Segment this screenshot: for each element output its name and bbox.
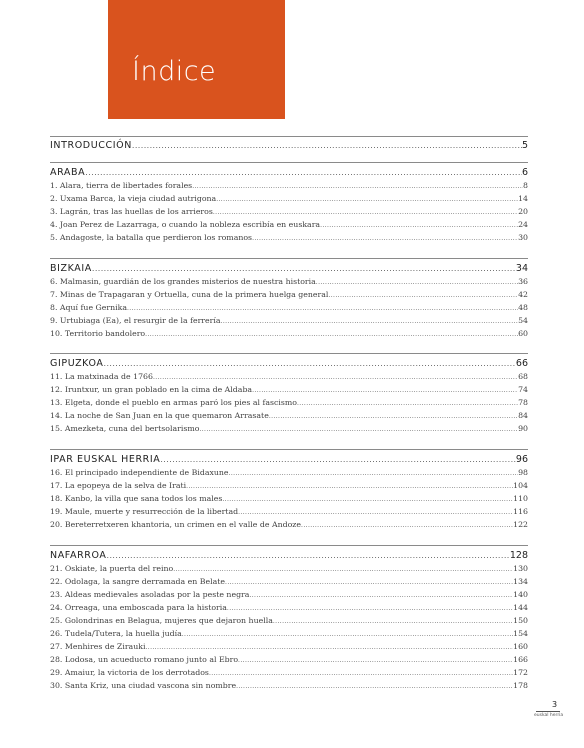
toc-entry-page: 172 [513,668,528,677]
section-divider [50,545,528,546]
toc-entry-page: 130 [513,564,528,573]
toc-entry-page: 140 [513,590,528,599]
leader-dots [153,374,518,381]
toc-heading-section[interactable] [50,167,528,180]
toc-entry-page: 134 [513,577,528,586]
toc-entry-page: 8 [523,181,528,190]
leader-dots [227,605,513,612]
toc-entry-page: 42 [518,290,528,299]
toc-entry-page: 90 [518,424,528,433]
leader-dots [85,168,522,177]
leader-dots [249,592,513,599]
section-divider [50,258,528,259]
toc-entry-label: 10. Territorio bandolero [50,329,146,338]
toc-entry[interactable] [50,303,528,315]
toc-entry-page: 154 [513,629,528,638]
toc-entry-page: 144 [513,603,528,612]
toc-entry[interactable] [50,642,528,654]
toc-entry[interactable] [50,277,528,289]
toc-entry-label: 13. Elgeta, donde el pueblo en armas paró los pies al fascismo [50,398,297,407]
toc-heading-section[interactable] [50,454,528,467]
toc-entry-label: 5. Andagoste, la batalla que perdieron los romanos [50,233,253,242]
leader-dots [213,209,518,216]
leader-dots [186,483,513,490]
toc-entry-label: 24. Orreaga, una emboscada para la historia [50,603,227,612]
toc-heading-intro-label: INTRODUCCIÓN [50,140,132,151]
toc-entry-label: 21. Oskiate, la puerta del reino [50,564,174,573]
toc-heading-section[interactable] [50,263,528,276]
toc-entry-label: 1. Alara, tierra de libertades forales [50,181,193,190]
toc-entry-label: 23. Aldeas medievales asoladas por la peste negra [50,590,250,599]
leader-dots [297,400,518,407]
toc-heading-section-label: BIZKAIA [50,263,92,274]
toc-entry[interactable] [50,194,528,206]
toc-entry-label: 11. La matxinada de 1766 [50,372,153,381]
leader-dots [216,196,518,203]
toc-entry[interactable] [50,468,528,480]
toc-entry[interactable] [50,316,528,328]
toc-entry-label: 6. Malmasin, guardián de los grandes misterios de nuestra historia [50,277,316,286]
leader-dots [92,264,516,273]
leader-dots [182,631,513,638]
toc-entry-label: 8. Aquí fue Gernika [50,303,127,312]
toc-entry-page: 160 [513,642,528,651]
toc-entry-label: 22. Odolaga, la sangre derramada en Belate [50,577,226,586]
leader-dots [252,387,518,394]
leader-dots [238,657,513,664]
toc-entry-page: 74 [518,385,528,394]
toc-entry[interactable] [50,655,528,667]
leader-dots [229,470,519,477]
toc-entry[interactable] [50,520,528,532]
footer-rule [536,711,560,712]
toc-entry[interactable] [50,385,528,397]
toc-entry-page: 54 [518,316,528,325]
toc-heading-intro-page: 5 [521,140,528,151]
toc-entry[interactable] [50,411,528,423]
toc-entry-page: 178 [513,681,528,690]
toc-entry-page: 150 [513,616,528,625]
toc-entry-page: 48 [518,303,528,312]
toc-entry-page: 84 [518,411,528,420]
toc-heading-section-label: NAFARROA [50,550,107,561]
toc-entry-page: 78 [518,398,528,407]
toc-entry-label: 14. La noche de San Juan en la que quemaron Arrasate [50,411,269,420]
leader-dots [238,509,513,516]
toc-entry-label: 19. Maule, muerte y resurrección de la libertad [50,507,239,516]
toc-entry[interactable] [50,494,528,506]
toc-heading-section-label: IPAR EUSKAL HERRIA [50,454,161,465]
toc-entry-label: 7. Minas de Trapagaran y Ortuella, cuna de la primera huelga general [50,290,329,299]
toc-heading-section-page: 96 [515,454,528,465]
leader-dots [209,670,513,677]
toc-entry[interactable] [50,668,528,680]
toc-entry-label: 28. Lodosa, un acueducto romano junto al Ebro [50,655,239,664]
section-divider [50,162,528,163]
leader-dots [301,522,513,529]
toc-entry[interactable] [50,603,528,615]
toc-heading-section-page: 66 [515,358,528,369]
toc-entry-page: 104 [513,481,528,490]
toc-entry-label: 9. Urtubiaga (Ea), el resurgir de la ferrería [50,316,221,325]
toc-entry-label: 17. La epopeya de la selva de Irati [50,481,187,490]
toc-entry[interactable] [50,220,528,232]
leader-dots [145,331,518,338]
leader-dots [145,644,513,651]
toc-entry-label: 18. Kanbo, la villa que sana todos los males [50,494,223,503]
toc-entry-page: 60 [518,329,528,338]
toc-entry-label: 12. Iruntxur, un gran poblado en la cima de Aldaba [50,385,253,394]
toc-entry-label: 16. El principado independiente de Bidaxune [50,468,229,477]
toc-entry[interactable] [50,290,528,302]
toc-entry[interactable] [50,372,528,384]
toc-entry-page: 68 [518,372,528,381]
leader-dots [225,579,513,586]
section-divider [50,449,528,450]
toc-entry-label: 29. Amaiur, la victoria de los derrotados [50,668,209,677]
toc-entry-page: 20 [518,207,528,216]
toc-entry-label: 27. Menhires de Zirauki [50,642,146,651]
toc-entry[interactable] [50,577,528,589]
toc-entry[interactable] [50,616,528,628]
toc-entry-label: 3. Lagrán, tras las huellas de los arrieros [50,207,213,216]
leader-dots [320,222,518,229]
toc-heading-section-page: 34 [515,263,528,274]
toc-entry-page: 30 [518,233,528,242]
toc-entry[interactable] [50,233,528,245]
leader-dots [104,359,516,368]
page-number: 3 [552,700,558,709]
toc-heading-section-page: 6 [521,167,528,178]
page-title: Índice [132,56,217,87]
toc-entry[interactable] [50,507,528,519]
toc-entry-page: 122 [513,520,528,529]
toc-entry[interactable] [50,629,528,641]
toc-entry-label: 30. Santa Kriz, una ciudad vascona sin nombre [50,681,237,690]
leader-dots [316,279,518,286]
toc-entry-page: 116 [513,507,528,516]
toc-entry[interactable] [50,329,528,341]
leader-dots [252,235,518,242]
toc-entry-page: 36 [518,277,528,286]
toc-entry-page: 110 [513,494,528,503]
section-divider [50,136,528,137]
toc-entry[interactable] [50,207,528,219]
toc-entry-label: 25. Golondrinas en Belagua, mujeres que dejaron huella [50,616,273,625]
toc-entry-page: 14 [518,194,528,203]
toc-entry-page: 24 [518,220,528,229]
toc-entry[interactable] [50,398,528,410]
toc-entry[interactable] [50,181,528,193]
leader-dots [269,413,518,420]
toc-entry-label: 4. Joan Perez de Lazarraga, o cuando la nobleza escribía en euskara [50,220,321,229]
toc-entry-page: 98 [518,468,528,477]
leader-dots [273,618,513,625]
toc-entry[interactable] [50,681,528,693]
leader-dots [236,683,513,690]
toc-heading-section-label: GIPUZKOA [50,358,104,369]
toc-entry-label: 2. Uxama Barca, la vieja ciudad autrigona [50,194,217,203]
toc-entry-label: 26. Tudela/Tutera, la huella judía [50,629,182,638]
leader-dots [107,551,510,560]
toc-heading-intro[interactable] [50,140,528,153]
title-banner [108,0,285,119]
toc-entry[interactable] [50,424,528,436]
leader-dots [127,305,518,312]
toc-entry-page: 166 [513,655,528,664]
leader-dots [132,141,522,150]
toc-entry[interactable] [50,590,528,602]
leader-dots [222,496,513,503]
toc-entry-label: 20. Bereterretxeren khantoria, un crimen en el valle de Andoze [50,520,302,529]
toc-entry[interactable] [50,564,528,576]
toc-heading-section[interactable] [50,550,528,563]
footer-text: euskal herria [534,713,564,718]
leader-dots [328,292,518,299]
toc-entry[interactable] [50,481,528,493]
leader-dots [160,455,516,464]
leader-dots [199,426,518,433]
leader-dots [173,566,513,573]
toc-heading-section[interactable] [50,358,528,371]
toc-heading-section-page: 128 [509,550,528,561]
toc-heading-section-label: ARABA [50,167,86,178]
section-divider [50,353,528,354]
leader-dots [221,318,519,325]
toc-entry-label: 15. Amezketa, cuna del bertsolarismo [50,424,200,433]
leader-dots [192,183,523,190]
